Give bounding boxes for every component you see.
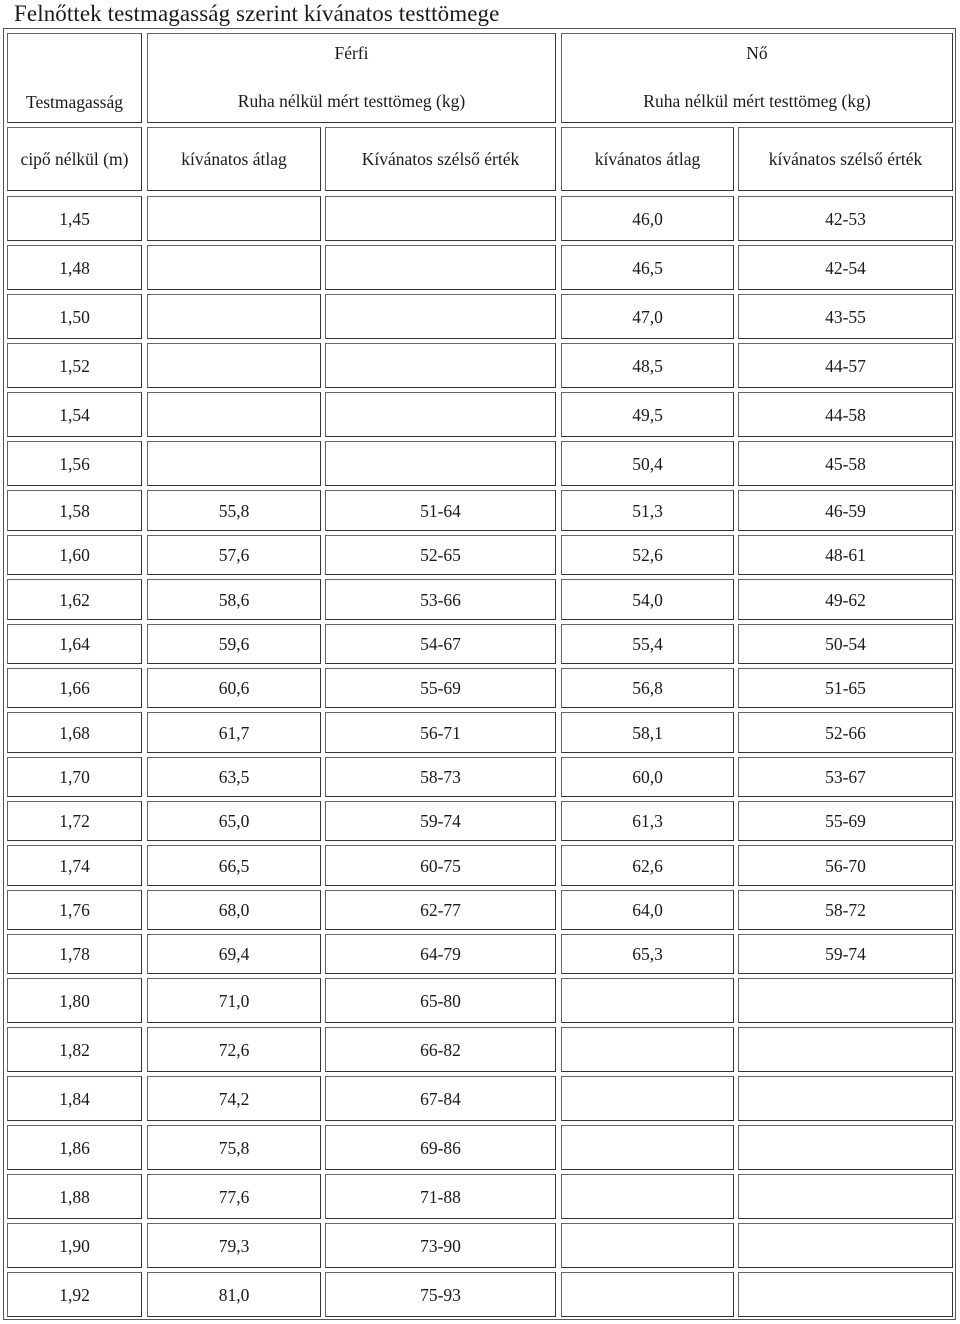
male-avg-cell: 66,5	[147, 845, 321, 886]
male-avg-cell: 74,2	[147, 1076, 321, 1121]
male-range-cell	[325, 294, 556, 339]
female-range-cell: 46-59	[738, 490, 953, 531]
male-label: Férfi	[334, 43, 369, 63]
female-avg-cell: 50,4	[561, 441, 734, 486]
height-label: Testmagasság	[26, 92, 123, 112]
height-cell: 1,82	[7, 1027, 142, 1072]
female-avg-cell: 61,3	[561, 801, 734, 841]
female-range-cell	[738, 1174, 953, 1219]
female-avg-cell	[561, 1223, 734, 1268]
female-label: Nő	[746, 43, 768, 63]
male-header	[147, 33, 556, 123]
female-header	[561, 33, 953, 123]
male-range-cell: 51-64	[325, 490, 556, 531]
male-avg-cell: 65,0	[147, 801, 321, 841]
height-unit-header	[7, 127, 142, 191]
female-avg-cell	[561, 1272, 734, 1317]
height-cell: 1,78	[7, 934, 142, 974]
page-title: Felnőttek testmagasság szerint kívánatos testtömege	[14, 1, 500, 26]
height-column-header	[7, 33, 142, 123]
female-avg-label: kívánatos átlag	[594, 149, 701, 169]
female-range-cell	[738, 1223, 953, 1268]
female-avg-cell: 55,4	[561, 624, 734, 664]
female-range-cell: 42-54	[738, 245, 953, 290]
female-avg-cell	[561, 1027, 734, 1072]
female-avg-cell: 64,0	[561, 890, 734, 930]
male-range-cell: 54-67	[325, 624, 556, 664]
male-range-cell: 67-84	[325, 1076, 556, 1121]
female-avg-cell	[561, 978, 734, 1023]
height-cell: 1,76	[7, 890, 142, 930]
female-range-cell: 44-58	[738, 392, 953, 437]
female-range-cell: 52-66	[738, 712, 953, 753]
male-range-cell: 58-73	[325, 757, 556, 797]
male-range-cell: 75-93	[325, 1272, 556, 1317]
height-cell: 1,92	[7, 1272, 142, 1317]
female-avg-cell: 56,8	[561, 668, 734, 708]
male-avg-cell: 57,6	[147, 535, 321, 575]
height-cell: 1,64	[7, 624, 142, 664]
male-range-cell	[325, 441, 556, 486]
female-range-cell: 50-54	[738, 624, 953, 664]
height-cell: 1,84	[7, 1076, 142, 1121]
female-range-cell: 45-58	[738, 441, 953, 486]
female-range-cell: 56-70	[738, 845, 953, 886]
height-cell: 1,90	[7, 1223, 142, 1268]
male-avg-cell	[147, 441, 321, 486]
female-avg-cell	[561, 1076, 734, 1121]
male-avg-cell: 69,4	[147, 934, 321, 974]
female-weight-label: Ruha nélkül mért testtömeg (kg)	[643, 91, 871, 111]
male-avg-cell	[147, 343, 321, 388]
female-range-header	[738, 127, 953, 191]
female-avg-cell	[561, 1125, 734, 1170]
height-cell: 1,80	[7, 978, 142, 1023]
male-avg-cell: 79,3	[147, 1223, 321, 1268]
height-cell: 1,54	[7, 392, 142, 437]
height-cell: 1,72	[7, 801, 142, 841]
height-cell: 1,45	[7, 196, 142, 241]
female-range-cell: 44-57	[738, 343, 953, 388]
height-cell: 1,52	[7, 343, 142, 388]
male-avg-cell	[147, 196, 321, 241]
female-range-cell	[738, 978, 953, 1023]
male-range-cell: 52-65	[325, 535, 556, 575]
height-cell: 1,70	[7, 757, 142, 797]
female-avg-cell: 46,0	[561, 196, 734, 241]
height-cell: 1,48	[7, 245, 142, 290]
male-range-cell	[325, 196, 556, 241]
male-range-cell: 66-82	[325, 1027, 556, 1072]
female-range-cell	[738, 1076, 953, 1121]
male-range-cell: 69-86	[325, 1125, 556, 1170]
height-unit-label: cipő nélkül (m)	[20, 149, 129, 169]
height-cell: 1,74	[7, 845, 142, 886]
female-range-cell: 58-72	[738, 890, 953, 930]
male-avg-cell: 71,0	[147, 978, 321, 1023]
female-avg-cell: 49,5	[561, 392, 734, 437]
male-range-label: Kívánatos szélső érték	[361, 149, 520, 169]
male-avg-cell	[147, 245, 321, 290]
female-range-cell	[738, 1125, 953, 1170]
male-range-cell	[325, 343, 556, 388]
female-range-cell: 51-65	[738, 668, 953, 708]
male-avg-cell: 58,6	[147, 579, 321, 620]
height-cell: 1,86	[7, 1125, 142, 1170]
height-cell: 1,62	[7, 579, 142, 620]
male-avg-cell: 75,8	[147, 1125, 321, 1170]
height-cell: 1,50	[7, 294, 142, 339]
female-avg-header	[561, 127, 734, 191]
male-range-cell: 53-66	[325, 579, 556, 620]
female-avg-cell: 52,6	[561, 535, 734, 575]
male-range-cell: 64-79	[325, 934, 556, 974]
male-range-cell: 60-75	[325, 845, 556, 886]
male-weight-label: Ruha nélkül mért testtömeg (kg)	[237, 91, 466, 111]
female-range-cell: 42-53	[738, 196, 953, 241]
male-avg-header	[147, 127, 321, 191]
height-cell: 1,66	[7, 668, 142, 708]
female-avg-cell: 48,5	[561, 343, 734, 388]
female-avg-cell: 58,1	[561, 712, 734, 753]
female-avg-cell	[561, 1174, 734, 1219]
female-range-cell	[738, 1272, 953, 1317]
female-avg-cell: 62,6	[561, 845, 734, 886]
male-avg-cell: 60,6	[147, 668, 321, 708]
height-cell: 1,60	[7, 535, 142, 575]
male-avg-cell: 63,5	[147, 757, 321, 797]
female-avg-cell: 54,0	[561, 579, 734, 620]
male-range-cell: 59-74	[325, 801, 556, 841]
female-range-cell: 49-62	[738, 579, 953, 620]
male-range-cell: 71-88	[325, 1174, 556, 1219]
male-range-cell: 55-69	[325, 668, 556, 708]
female-avg-cell: 47,0	[561, 294, 734, 339]
male-range-cell: 62-77	[325, 890, 556, 930]
female-range-cell: 43-55	[738, 294, 953, 339]
male-avg-cell: 81,0	[147, 1272, 321, 1317]
male-avg-cell: 68,0	[147, 890, 321, 930]
male-avg-cell	[147, 294, 321, 339]
female-range-cell: 48-61	[738, 535, 953, 575]
height-cell: 1,58	[7, 490, 142, 531]
male-avg-cell: 55,8	[147, 490, 321, 531]
male-avg-cell: 77,6	[147, 1174, 321, 1219]
male-range-cell: 56-71	[325, 712, 556, 753]
height-cell: 1,56	[7, 441, 142, 486]
male-range-cell: 73-90	[325, 1223, 556, 1268]
female-range-cell: 59-74	[738, 934, 953, 974]
male-range-header	[325, 127, 556, 191]
female-avg-cell: 65,3	[561, 934, 734, 974]
female-avg-cell: 46,5	[561, 245, 734, 290]
height-cell: 1,68	[7, 712, 142, 753]
male-range-cell	[325, 392, 556, 437]
height-cell: 1,88	[7, 1174, 142, 1219]
male-range-cell: 65-80	[325, 978, 556, 1023]
female-range-cell: 53-67	[738, 757, 953, 797]
female-avg-cell: 51,3	[561, 490, 734, 531]
female-range-cell: 55-69	[738, 801, 953, 841]
female-range-label: kívánatos szélső érték	[768, 149, 923, 169]
male-avg-cell	[147, 392, 321, 437]
male-avg-cell: 59,6	[147, 624, 321, 664]
male-avg-label: kívánatos átlag	[181, 149, 287, 169]
male-avg-cell: 61,7	[147, 712, 321, 753]
female-avg-cell: 60,0	[561, 757, 734, 797]
male-range-cell	[325, 245, 556, 290]
male-avg-cell: 72,6	[147, 1027, 321, 1072]
female-range-cell	[738, 1027, 953, 1072]
